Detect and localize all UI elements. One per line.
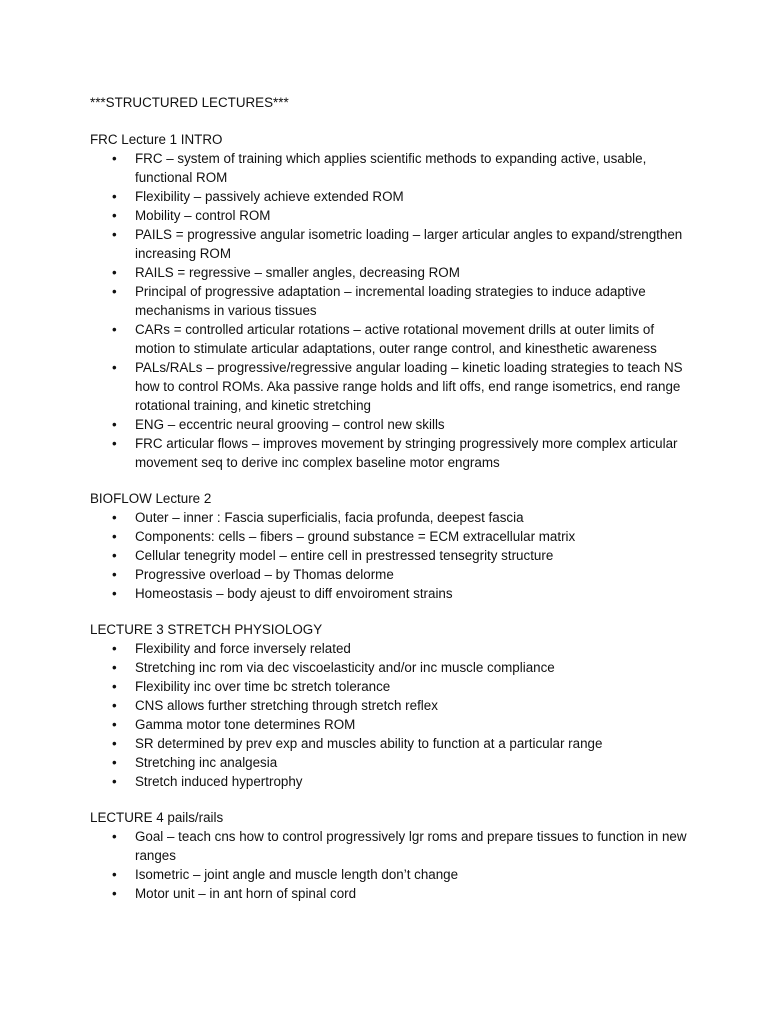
lecture-section (90, 620, 690, 791)
bullet-icon: • (112, 867, 117, 882)
bullet-icon: • (112, 510, 117, 525)
bullet-icon: • (112, 698, 117, 713)
bullet-list (90, 639, 690, 791)
list-item-text: Components: cells – fibers – ground substance = ECM extracellular matrix (135, 529, 576, 544)
list-item (90, 865, 690, 884)
list-item (90, 282, 690, 320)
list-item (90, 565, 690, 584)
bullet-icon: • (112, 567, 117, 582)
list-item-text: Principal of progressive adaptation – incremental loading strategies to induce adaptive mechanisms in various tissues (135, 284, 646, 318)
bullet-icon: • (112, 265, 117, 280)
bullet-icon: • (112, 189, 117, 204)
bullet-list (90, 149, 690, 472)
list-item (90, 658, 690, 677)
bullet-icon: • (112, 436, 117, 451)
bullet-icon: • (112, 529, 117, 544)
sections-container (90, 130, 690, 903)
list-item (90, 415, 690, 434)
bullet-icon: • (112, 755, 117, 770)
bullet-icon: • (112, 774, 117, 789)
bullet-list (90, 508, 690, 603)
lecture-section (90, 489, 690, 603)
list-item-text: Stretch induced hypertrophy (135, 774, 303, 789)
list-item (90, 149, 690, 187)
list-item-text: SR determined by prev exp and muscles ability to function at a particular range (135, 736, 603, 751)
list-item (90, 884, 690, 903)
list-item-text: Stretching inc analgesia (135, 755, 278, 770)
bullet-icon: • (112, 641, 117, 656)
list-item-text: Flexibility – passively achieve extended ROM (135, 189, 404, 204)
list-item-text: Homeostasis – body ajeust to diff envoiroment strains (135, 586, 453, 601)
list-item-text: Isometric – joint angle and muscle length don’t change (135, 867, 459, 882)
list-item (90, 677, 690, 696)
list-item (90, 546, 690, 565)
list-item (90, 772, 690, 791)
list-item (90, 263, 690, 282)
lecture-section (90, 808, 690, 903)
list-item (90, 358, 690, 415)
list-item (90, 225, 690, 263)
list-item (90, 639, 690, 658)
bullet-icon: • (112, 284, 117, 299)
list-item (90, 753, 690, 772)
list-item-text: PAILS = progressive angular isometric loading – larger articular angles to expand/strengthen increasing ROM (135, 227, 683, 261)
list-item-text: Progressive overload – by Thomas delorme (135, 567, 394, 582)
section-heading: LECTURE 3 STRETCH PHYSIOLOGY (90, 622, 323, 637)
list-item-text: CNS allows further stretching through stretch reflex (135, 698, 438, 713)
list-item (90, 827, 690, 865)
list-item (90, 527, 690, 546)
section-heading: BIOFLOW Lecture 2 (90, 491, 212, 506)
bullet-icon: • (112, 660, 117, 675)
bullet-icon: • (112, 227, 117, 242)
list-item-text: Motor unit – in ant horn of spinal cord (135, 886, 357, 901)
bullet-icon: • (112, 322, 117, 337)
list-item-text: FRC articular flows – improves movement by stringing progressively more complex articular movement seq to derive inc complex baseline motor engrams (135, 436, 678, 470)
list-item (90, 584, 690, 603)
list-item (90, 508, 690, 527)
bullet-icon: • (112, 151, 117, 166)
bullet-icon: • (112, 829, 117, 844)
bullet-icon: • (112, 417, 117, 432)
list-item-text: Flexibility and force inversely related (135, 641, 351, 656)
list-item-text: Goal – teach cns how to control progressively lgr roms and prepare tissues to function in new ranges (135, 829, 687, 863)
document-title: ***STRUCTURED LECTURES*** (90, 95, 289, 110)
bullet-icon: • (112, 886, 117, 901)
list-item-text: CARs = controlled articular rotations – active rotational movement drills at outer limits of motion to stimulate articular adaptations, outer range control, and kinesthetic awareness (135, 322, 657, 356)
list-item-text: Mobility – control ROM (135, 208, 271, 223)
bullet-icon: • (112, 679, 117, 694)
list-item-text: ENG – eccentric neural grooving – control new skills (135, 417, 445, 432)
list-item-text: Cellular tenegrity model – entire cell in prestressed tensegrity structure (135, 548, 554, 563)
lecture-section (90, 130, 690, 472)
bullet-icon: • (112, 736, 117, 751)
list-item (90, 434, 690, 472)
list-item-text: Flexibility inc over time bc stretch tolerance (135, 679, 391, 694)
bullet-icon: • (112, 208, 117, 223)
list-item-text: RAILS = regressive – smaller angles, decreasing ROM (135, 265, 460, 280)
list-item (90, 187, 690, 206)
list-item-text: FRC – system of training which applies scientific methods to expanding active, usable, functional ROM (135, 151, 647, 185)
bullet-icon: • (112, 548, 117, 563)
list-item (90, 206, 690, 225)
section-heading: LECTURE 4 pails/rails (90, 810, 224, 825)
list-item-text: Outer – inner : Fascia superficialis, facia profunda, deepest fascia (135, 510, 524, 525)
bullet-list (90, 827, 690, 903)
list-item-text: Gamma motor tone determines ROM (135, 717, 356, 732)
list-item-text: Stretching inc rom via dec viscoelasticity and/or inc muscle compliance (135, 660, 555, 675)
list-item (90, 320, 690, 358)
section-heading: FRC Lecture 1 INTRO (90, 132, 223, 147)
bullet-icon: • (112, 717, 117, 732)
list-item-text: PALs/RALs – progressive/regressive angular loading – kinetic loading strategies to teach NS how to control ROMs. Aka passive range holds and lift offs, end range isometrics, end range rotational training, and kinetic stretching (135, 360, 683, 413)
list-item (90, 696, 690, 715)
list-item (90, 734, 690, 753)
document-body (90, 93, 690, 920)
bullet-icon: • (112, 586, 117, 601)
bullet-icon: • (112, 360, 117, 375)
list-item (90, 715, 690, 734)
